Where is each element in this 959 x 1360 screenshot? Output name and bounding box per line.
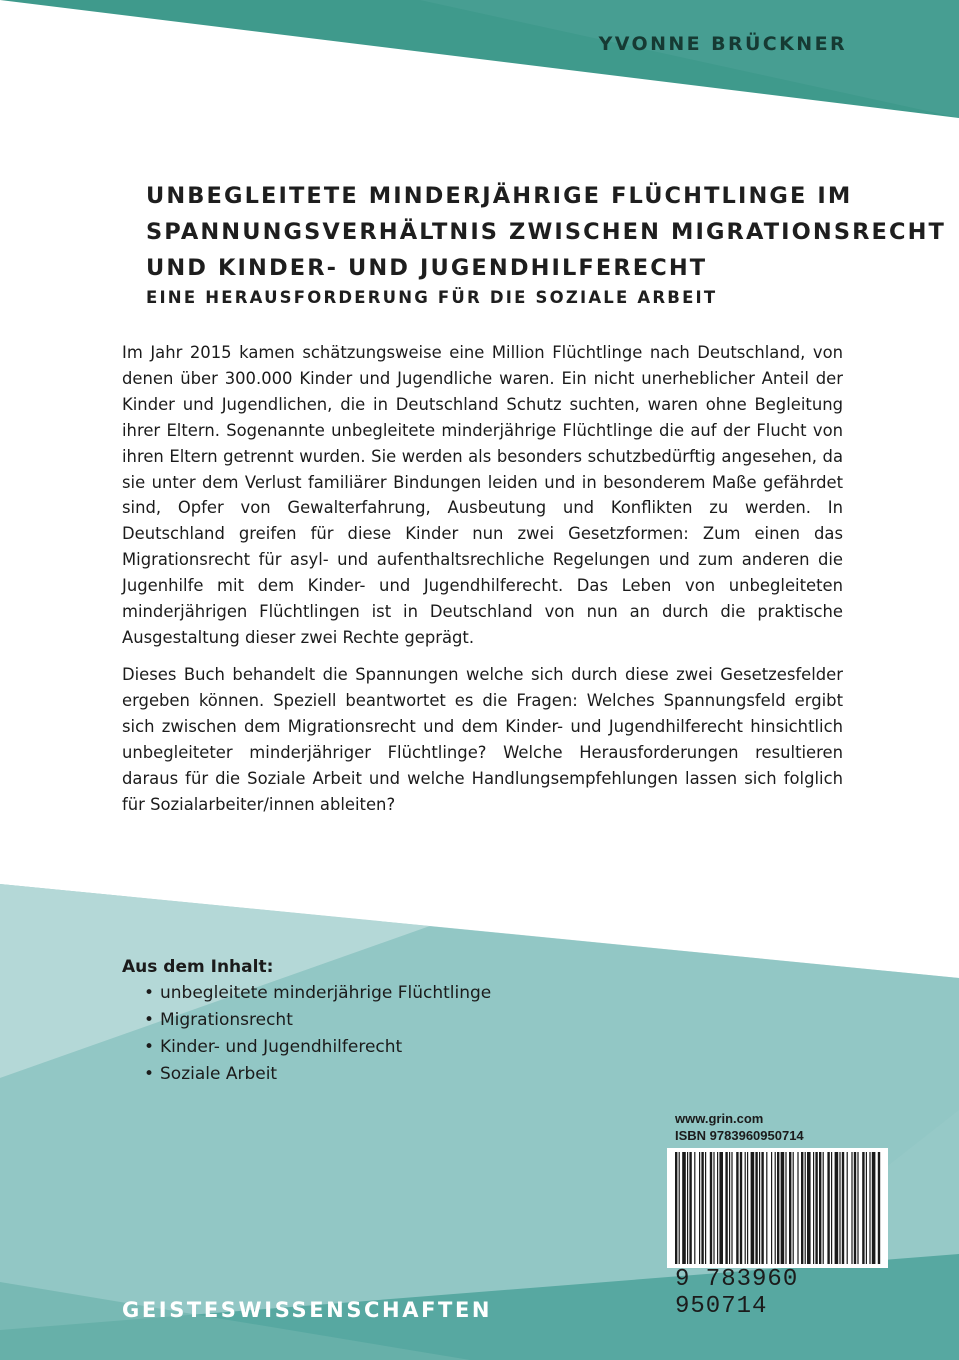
list-item-label: Kinder- und Jugendhilferecht: [160, 1037, 403, 1057]
barcode-bar: [725, 1152, 727, 1264]
barcode-bar: [759, 1152, 760, 1264]
barcode-bar: [872, 1152, 876, 1264]
list-item: [144, 1034, 491, 1061]
barcode-bar: [682, 1152, 686, 1264]
isbn-text: ISBN 9783960950714: [675, 1128, 804, 1143]
list-item-label: Soziale Arbeit: [160, 1064, 278, 1084]
publisher-url: www.grin.com: [675, 1111, 764, 1126]
barcode-bar: [839, 1152, 840, 1264]
barcode-bar: [771, 1152, 772, 1264]
barcode-bar: [675, 1152, 677, 1264]
barcode-bar: [857, 1152, 858, 1264]
barcode-bar: [807, 1152, 811, 1264]
barcode-bar: [755, 1152, 757, 1264]
barcode-bar: [747, 1152, 748, 1264]
barcode-digits: 9 783960 950714: [675, 1266, 799, 1320]
author-name: YVONNE BRÜCKNER: [598, 33, 847, 55]
barcode-bar: [713, 1152, 714, 1264]
category-label: GEISTESWISSENSCHAFTEN: [122, 1298, 493, 1322]
barcode-bar: [866, 1152, 867, 1264]
barcode-bar: [847, 1152, 848, 1264]
barcode-bar: [736, 1152, 738, 1264]
contents-heading: Aus dem Inhalt:: [122, 957, 274, 977]
barcode-bar: [823, 1152, 824, 1264]
barcode-bar: [805, 1152, 806, 1264]
blurb-paragraph: Dieses Buch behandelt die Spannungen welche sich durch diese zwei Gesetzesfelder ergeben können. Speziell beantwortet es die Fragen: Welches Spannungsfeld ergibt sich zwischen dem Migrationsrecht und dem Kinder- und Jugendhilferecht hinsichtlich unbegleiteter minderjähriger Flüchtlinge? Welche Herausforderungen resultieren daraus für die Soziale Arbeit und welche Handlungsempfehlungen lassen sich folglich für Sozialarbeiter/innen ableiten?: [122, 665, 843, 814]
book-subtitle: EINE HERAUSFORDERUNG FÜR DIE SOZIALE ARBEIT: [146, 288, 718, 307]
barcode-icon: [667, 1148, 888, 1268]
barcode-bar: [731, 1152, 732, 1264]
barcode-bar: [717, 1152, 718, 1264]
barcode-bar: [797, 1152, 798, 1264]
list-item: [144, 1061, 491, 1088]
barcode-bar: [775, 1152, 776, 1264]
barcode-bar: [710, 1152, 712, 1264]
list-item: [144, 1007, 491, 1034]
barcode-bar: [785, 1152, 786, 1264]
barcode-bar: [777, 1152, 779, 1264]
barcode-bar: [869, 1152, 870, 1264]
barcode-bar: [789, 1152, 791, 1264]
title-line: UND KINDER- UND JUGENDHILFERECHT: [146, 255, 708, 281]
barcode-bar: [827, 1152, 829, 1264]
barcode-bar: [761, 1152, 763, 1264]
barcode-label: [667, 1110, 888, 1320]
list-item-label: Migrationsrecht: [160, 1010, 293, 1030]
barcode-bar: [694, 1152, 695, 1264]
blurb-paragraph: Im Jahr 2015 kamen schätzungsweise eine Million Flüchtlinge nach Deutschland, von denen über 300.000 Kinder und Jugendliche waren. Ein nicht unerheblicher Anteil der Kinder und Jugendlichen, die in Deutschland Schutz suchten, waren ohne Begleitung ihrer Eltern. Sogenannte unbegleitete minderjährige Flüchtlinge die auf der Flucht von ihren Eltern getrennt wurden. Sie werden als besonders schutzbedürftig angesehen, da sie unter dem Verlust familiärer Bindungen leiden und in besonderem Maße gefährdet sind, Opfer von Gewalterfahrung, Ausbeutung und Konflikten zu werden. In Deutschland greifen für diese Kinder nun zwei Gesetzformen: Zum einen das Migrationsrecht für asyl- und aufenthaltsrechliche Regelungen und zum anderen die Jugenhilfe mit dem Kinder- und Jugendhilferecht. Das Leben von unbegleiteten minderjährigen Flüchtlingen ist in Deutschland von nun an durch die praktische Ausgestaltung dieser zwei Rechte geprägt.: [122, 343, 843, 647]
bullet-icon: •: [144, 1037, 155, 1057]
contents-section: [122, 954, 491, 1088]
bullet-icon: •: [144, 983, 155, 1003]
barcode-bar: [729, 1152, 730, 1264]
barcode-bar: [854, 1152, 856, 1264]
bullet-icon: •: [144, 1010, 155, 1030]
barcode-bar: [819, 1152, 821, 1264]
list-item-label: unbegleitete minderjährige Flüchtlinge: [160, 983, 492, 1003]
barcode-bar: [878, 1152, 880, 1264]
barcode-bar: [813, 1152, 814, 1264]
book-title: [146, 178, 947, 286]
barcode-bar: [689, 1152, 691, 1264]
barcode-bar: [851, 1152, 852, 1264]
barcode-bar: [815, 1152, 817, 1264]
barcode-bar: [801, 1152, 803, 1264]
barcode-bar: [793, 1152, 794, 1264]
barcode-bar: [719, 1152, 723, 1264]
barcode-bar: [705, 1152, 706, 1264]
barcode-bar: [751, 1152, 755, 1264]
barcode-bar: [831, 1152, 832, 1264]
bullet-icon: •: [144, 1064, 155, 1084]
barcode-bar: [740, 1152, 742, 1264]
barcode-bar: [679, 1152, 680, 1264]
barcode-bar: [766, 1152, 767, 1264]
barcode-bar: [862, 1152, 864, 1264]
title-line: SPANNUNGSVERHÄLTNIS ZWISCHEN MIGRATIONSRECHT: [146, 219, 947, 245]
barcode-bar: [835, 1152, 839, 1264]
contents-list: [144, 980, 491, 1088]
barcode-bar: [781, 1152, 785, 1264]
title-line: UNBEGLEITETE MINDERJÄHRIGE FLÜCHTLINGE IM: [146, 183, 853, 209]
barcode-bar: [701, 1152, 703, 1264]
barcode-bar: [842, 1152, 844, 1264]
barcode-bar: [699, 1152, 700, 1264]
barcode-bar: [745, 1152, 746, 1264]
barcode-bar: [687, 1152, 688, 1264]
list-item: [144, 980, 491, 1007]
